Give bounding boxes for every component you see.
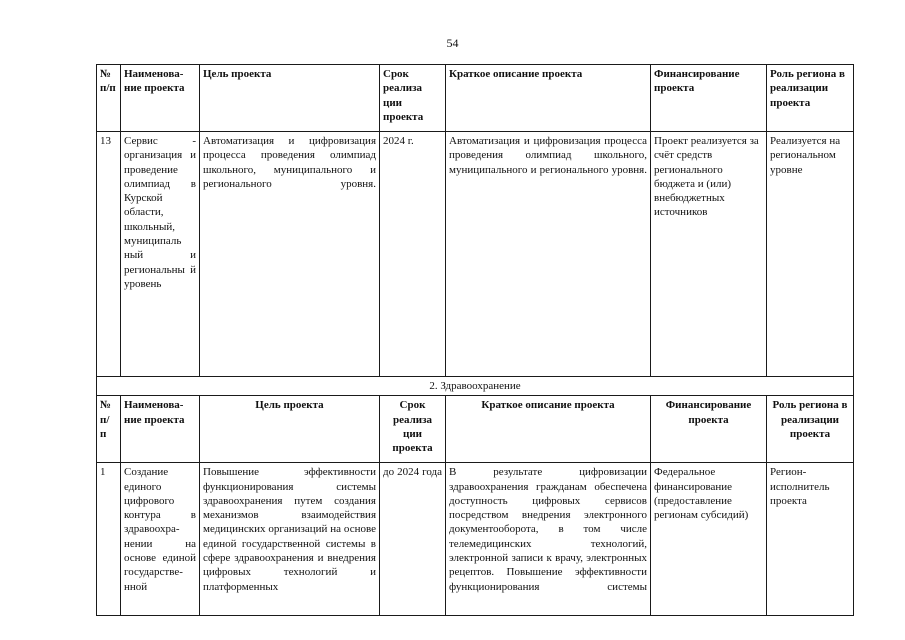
header-role: Роль региона в реализации проекта [767,65,854,132]
row-role: Реализуется на региональном уровне [767,132,854,377]
projects-table [96,64,854,616]
row-goal: Повышение эффективности функционирования системы здравоохранения путем создания механизмов взаимодействия медицинских организаций на основе единой государственной системы в сфере здравоохранения и внедрения цифровых технологий и платформенных [200,463,380,616]
header-goal: Цель проекта [200,65,380,132]
row-name: Создание единого цифрового контура в здравоохра-нении на основе единой государстве-нной [121,463,200,616]
header-num: № п/ п [97,396,121,463]
header-term: Срок реализа ции проекта [380,65,446,132]
header-desc: Краткое описание проекта [446,65,651,132]
header-term: Срок реализа ции проекта [380,396,446,463]
header-fin: Финансирование проекта [651,65,767,132]
header-fin: Финансирование проекта [651,396,767,463]
table-header-row [97,396,854,463]
table-row [97,132,854,377]
row-desc: В результате цифровизации здравоохранения гражданам обеспечена доступность цифровых сервисов посредством внедрения электронного документооборота, в том числе телемедицинских технологий, электронной записи к врачу, электронных рецептов. Повышение эффективности функционирования системы [446,463,651,616]
header-name: Наименова-ние проекта [121,396,200,463]
row-desc: Автоматизация и цифровизация процесса проведения олимпиад школьного, муниципального и регионального уровня. [446,132,651,377]
row-name: Сервис - организация и проведение олимпиад в Курской области, школьный, муниципаль ный и региональны й уровень [121,132,200,377]
row-num: 1 [97,463,121,616]
row-term: 2024 г. [380,132,446,377]
section-heading-row [97,377,854,396]
row-fin: Федеральное финансирование (предоставление регионам субсидий) [651,463,767,616]
table-row [97,463,854,616]
page-number: 54 [446,36,459,50]
row-goal: Автоматизация и цифровизация процесса проведения олимпиад школьного, муниципального и регионального уровня. [200,132,380,377]
header-desc: Краткое описание проекта [446,396,651,463]
table-header-row [97,65,854,132]
row-role: Регион-исполнитель проекта [767,463,854,616]
section-title: 2. Здравоохранение [97,377,854,396]
header-num: № п/п [97,65,121,132]
row-term: до 2024 года [380,463,446,616]
row-num: 13 [97,132,121,377]
row-fin: Проект реализуется за счёт средств регионального бюджета и (или) внебюджетных источников [651,132,767,377]
header-role: Роль региона в реализации проекта [767,396,854,463]
header-name: Наименова-ние проекта [121,65,200,132]
header-goal: Цель проекта [200,396,380,463]
